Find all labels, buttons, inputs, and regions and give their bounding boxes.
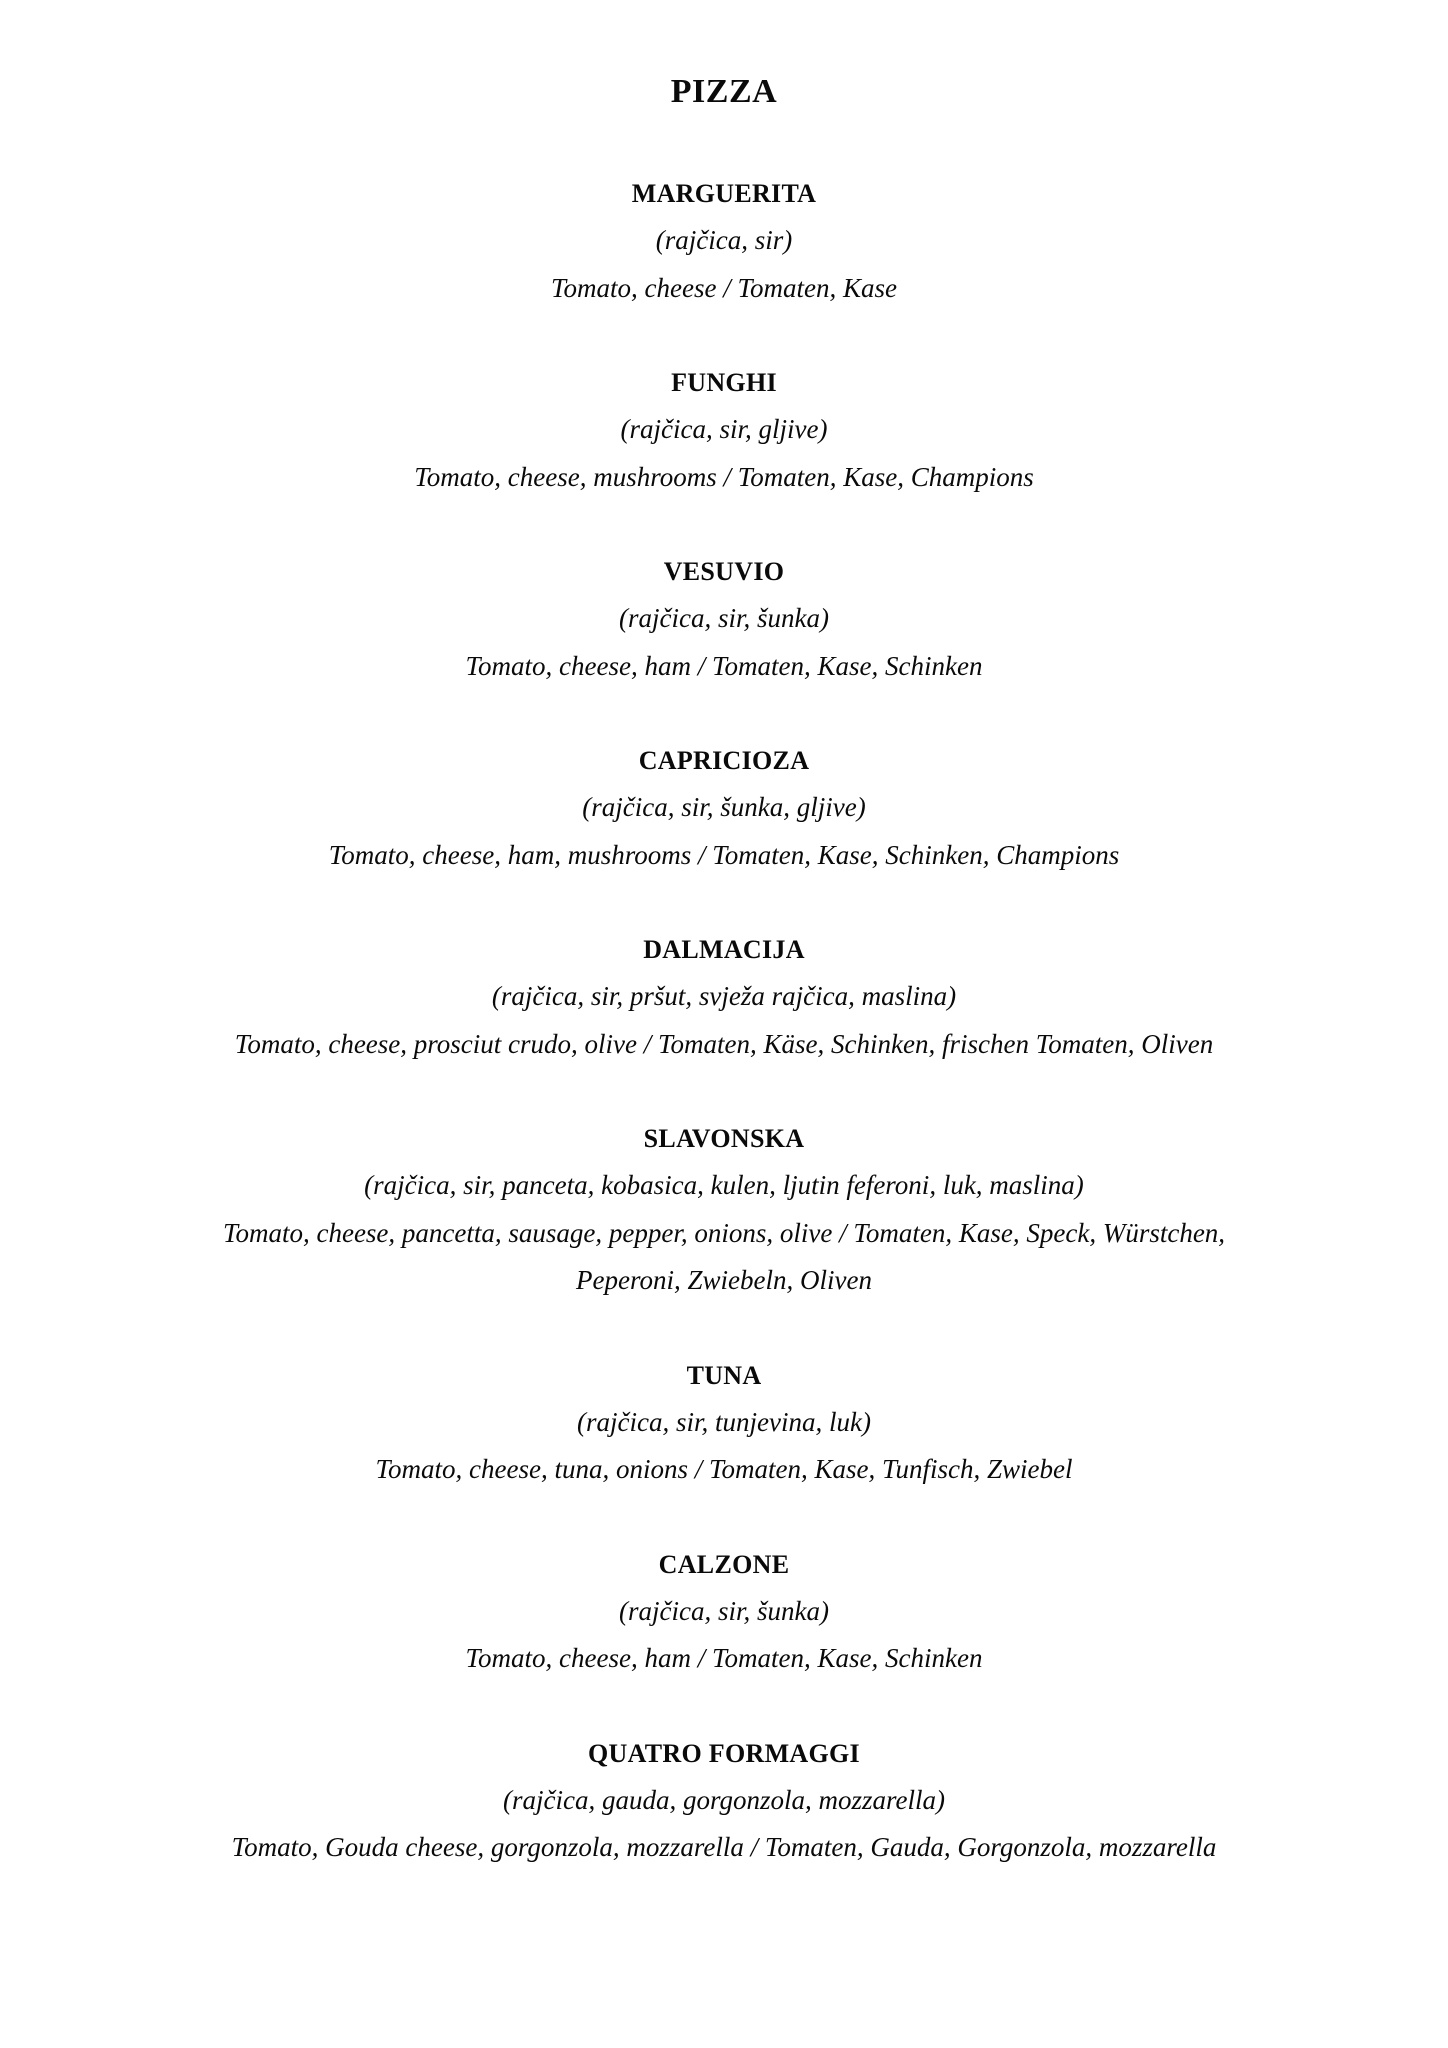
item-name: DALMACIJA [643, 935, 805, 964]
menu-list [0, 170, 1448, 1919]
item-translated-ingredients: Tomato, cheese / Tomaten, Kase [550, 272, 897, 303]
item-name: CAPRICIOZA [638, 746, 810, 775]
item-name: VESUVIO [663, 557, 785, 586]
item-translated-ingredients: Tomato, cheese, prosciut crudo, olive / Tomaten, Käse, Schinken, frischen Tomaten, Oliven [234, 1028, 1214, 1059]
menu-item-vesuvio [0, 548, 1448, 690]
item-local-ingredients: (rajčica, sir) [655, 225, 793, 255]
item-local-ingredients: (rajčica, sir, šunka) [619, 603, 829, 633]
item-translated-ingredients: Tomato, cheese, tuna, onions / Tomaten, Kase, Tunfisch, Zwiebel [375, 1454, 1073, 1484]
item-name: FUNGHI [671, 368, 777, 397]
item-name: MARGUERITA [631, 179, 817, 208]
item-local-ingredients: (rajčica, sir, šunka) [619, 1595, 829, 1626]
menu-item-capricioza [0, 737, 1448, 879]
item-name: SLAVONSKA [643, 1124, 805, 1153]
item-name: CALZONE [658, 1549, 790, 1579]
menu-item-tuna [0, 1352, 1448, 1494]
item-local-ingredients: (rajčica, gauda, gorgonzola, mozzarella) [503, 1784, 945, 1815]
item-translated-ingredients: Tomato, cheese, ham / Tomaten, Kase, Schinken [465, 650, 983, 681]
item-translated-ingredients: Tomato, Gouda cheese, gorgonzola, mozzarella / Tomaten, Gauda, Gorgonzola, mozzarella [231, 1832, 1217, 1862]
item-translated-ingredients: Tomato, cheese, ham / Tomaten, Kase, Schinken [465, 1643, 983, 1673]
menu-item-funghi [0, 359, 1448, 501]
item-translated-ingredients: Tomato, cheese, mushrooms / Tomaten, Kase, Champions [414, 461, 1034, 492]
item-local-ingredients: (rajčica, sir, gljive) [620, 414, 828, 444]
page-title: PIZZA [670, 73, 778, 110]
item-local-ingredients: (rajčica, sir, tunjevina, luk) [577, 1406, 871, 1437]
menu-item-quatro-formaggi [0, 1730, 1448, 1872]
item-name: QUATRO FORMAGGI [588, 1738, 860, 1768]
item-translated-ingredients: Tomato, cheese, pancetta, sausage, pepper, onions, olive / Tomaten, Kase, Speck, Würstchen, Peperoni, Zwiebeln, Oliven [222, 1217, 1226, 1295]
menu-item-slavonska [0, 1115, 1448, 1305]
item-local-ingredients: (rajčica, sir, panceta, kobasica, kulen, ljutin feferoni, luk, maslina) [364, 1170, 1084, 1200]
item-local-ingredients: (rajčica, sir, pršut, svježa rajčica, maslina) [491, 981, 957, 1011]
item-translated-ingredients: Tomato, cheese, ham, mushrooms / Tomaten, Kase, Schinken, Champions [328, 839, 1120, 870]
menu-item-dalmacija [0, 926, 1448, 1068]
menu-item-calzone [0, 1541, 1448, 1683]
item-local-ingredients: (rajčica, sir, šunka, gljive) [582, 792, 866, 822]
menu-item-marguerita [0, 170, 1448, 312]
item-name: TUNA [686, 1360, 762, 1390]
